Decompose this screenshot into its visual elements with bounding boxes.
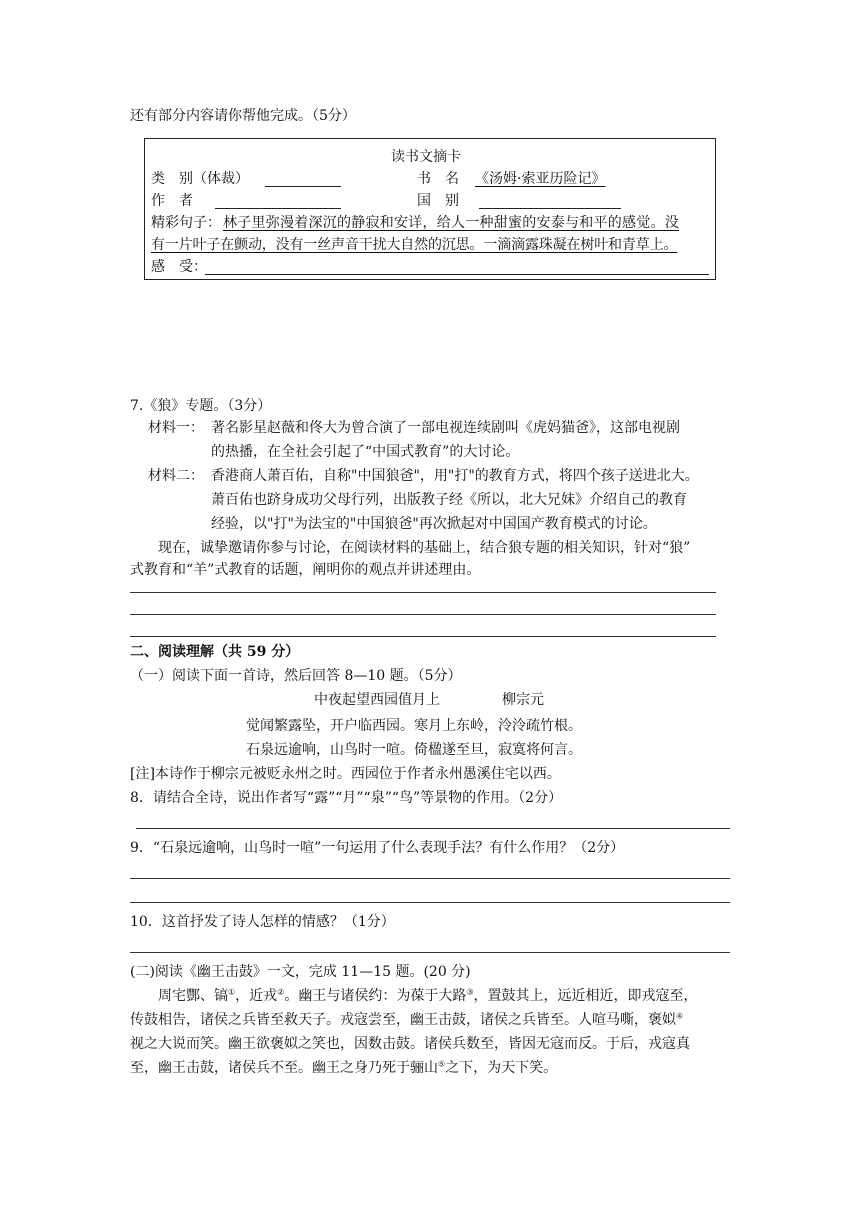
q7-title: 7.《狼》专题。（3分） (130, 398, 272, 414)
material-1-line-1: 著名影星赵薇和佟大为曾合演了一部电视连续剧叫《虎妈猫爸》，这部电视剧 (211, 420, 680, 436)
passage-line-1 (158, 986, 698, 1006)
q7-prompt-line-2: 式教育和“羊”式教育的话题，阐明你的观点并讲述理由。 (130, 562, 481, 578)
card-title: 读书文摘卡 (391, 149, 461, 165)
feeling-blank[interactable] (205, 274, 709, 275)
genre-blank[interactable] (265, 186, 341, 187)
poem-title: 中夜起望西园值月上 (314, 692, 440, 708)
author-label: 作 者 (151, 193, 193, 209)
q10-text: 10．这首抒发了诗人怎样的情感？（1分） (130, 914, 395, 930)
quote-label: 精彩句子： (151, 215, 221, 231)
q9-answer-line-1[interactable] (130, 878, 730, 879)
feeling-label: 感 受： (151, 259, 207, 275)
poem-line-2: 石泉远逾响，山鸟时一喧。倚楹遂至旦，寂寞将何言。 (246, 742, 582, 758)
book-value: 《汤姆·索亚历险记》 (475, 171, 606, 187)
passage-text: ，置鼓其上，远近相近，即戎寇至， (473, 988, 698, 1004)
part-1-instruction: （一）阅读下面一首诗，然后回答 8—10 题。（5分） (130, 668, 462, 684)
poem-line-1: 觉闻繁露坠，开户临西园。寒月上东岭，泠泠疏竹根。 (246, 718, 582, 734)
q8-text: 8．请结合全诗，说出作者写“露”“月”“泉”“鸟”等景物的作用。（2分） (130, 790, 563, 806)
quote-line-2: 有一片叶子在颤动，没有一丝声音干扰大自然的沉思。一滴滴露珠凝在树叶和青草上。 (151, 237, 678, 253)
book-label: 书 名 (417, 171, 459, 187)
intro-text: 还有部分内容请你帮他完成。（5分） (130, 108, 356, 124)
q9-answer-line-2[interactable] (130, 902, 730, 903)
q10-answer-line[interactable] (130, 952, 730, 953)
country-label: 国 别 (417, 193, 459, 209)
part-2-instruction: (二)阅读《幽王击鼓》一文，完成 11—15 题。(20 分) (130, 964, 471, 980)
material-2-line-2: 萧百佑也跻身成功父母行列，出版教子经《所以，北大兄妹》介绍自己的教育 (211, 492, 687, 508)
quote-line-1: 林子里弥漫着深沉的静寂和安详，给人一种甜蜜的安泰与和平的感觉。没 (223, 215, 679, 231)
footnote-mark: ① (228, 987, 236, 997)
poem-author: 柳宗元 (502, 692, 544, 708)
q7-answer-line-2[interactable] (130, 614, 716, 615)
q9-text: 9．“石泉远逾响，山鸟时一喧”一句运用了什么表现手法？有什么作用？（2分） (130, 840, 625, 856)
footnote-mark: ⑤ (438, 1059, 446, 1069)
passage-line-4 (130, 1058, 557, 1078)
passage-line-3: 视之大说而笑。幽王欲褒姒之笑也，因数击鼓。诸侯兵数至，皆因无寇而反。于后，戎寇真 (130, 1036, 690, 1052)
material-1-label: 材料一： (148, 420, 204, 436)
genre-label: 类 别（体裁） (151, 171, 249, 187)
reading-card (144, 138, 716, 280)
passage-text: 之下，为天下笑。 (445, 1060, 558, 1076)
footnote-mark: ③ (466, 987, 474, 997)
passage-text: 传鼓相告，诸侯之兵皆至救天子。戎寇尝至，幽王击鼓，诸侯之兵皆至。人喧马嘶，褒姒 (130, 1012, 676, 1028)
q7-answer-line-3[interactable] (130, 636, 716, 637)
q7-answer-line-1[interactable] (130, 592, 716, 593)
footnote-mark: ④ (676, 1011, 684, 1021)
passage-text: ，近戎 (235, 988, 278, 1004)
material-2-line-1: 香港商人萧百佑，自称"中国狼爸"，用"打"的教育方式，将四个孩子送进北大。 (211, 468, 699, 484)
author-blank[interactable] (215, 208, 341, 209)
material-2-line-3: 经验，以"打"为法宝的"中国狼爸"再次掀起对中国国产教育模式的讨论。 (211, 516, 657, 532)
material-1-line-2: 的热播，在全社会引起了“中国式教育”的大讨论。 (211, 444, 520, 460)
passage-line-2 (130, 1010, 683, 1030)
q7-prompt-line-1: 现在，诚挚邀请你参与讨论，在阅读材料的基础上，结合狼专题的相关知识，针对“狼” (158, 540, 691, 556)
footnote-mark: ② (277, 987, 285, 997)
passage-text: 至，幽王击鼓，诸侯兵不至。幽王之身乃死于骊山 (130, 1060, 438, 1076)
q8-answer-line[interactable] (136, 828, 730, 829)
material-2-label: 材料二： (148, 468, 204, 484)
passage-text: 。幽王与诸侯约：为葆于大路 (284, 988, 467, 1004)
poem-note: [注]本诗作于柳宗元被贬永州之时。西园位于作者永州愚溪住宅以西。 (130, 766, 561, 782)
country-blank[interactable] (479, 208, 621, 209)
section-2-heading: 二、阅读理解（共 59 分） (130, 644, 300, 660)
passage-text: 周宅酆、镐 (158, 988, 228, 1004)
